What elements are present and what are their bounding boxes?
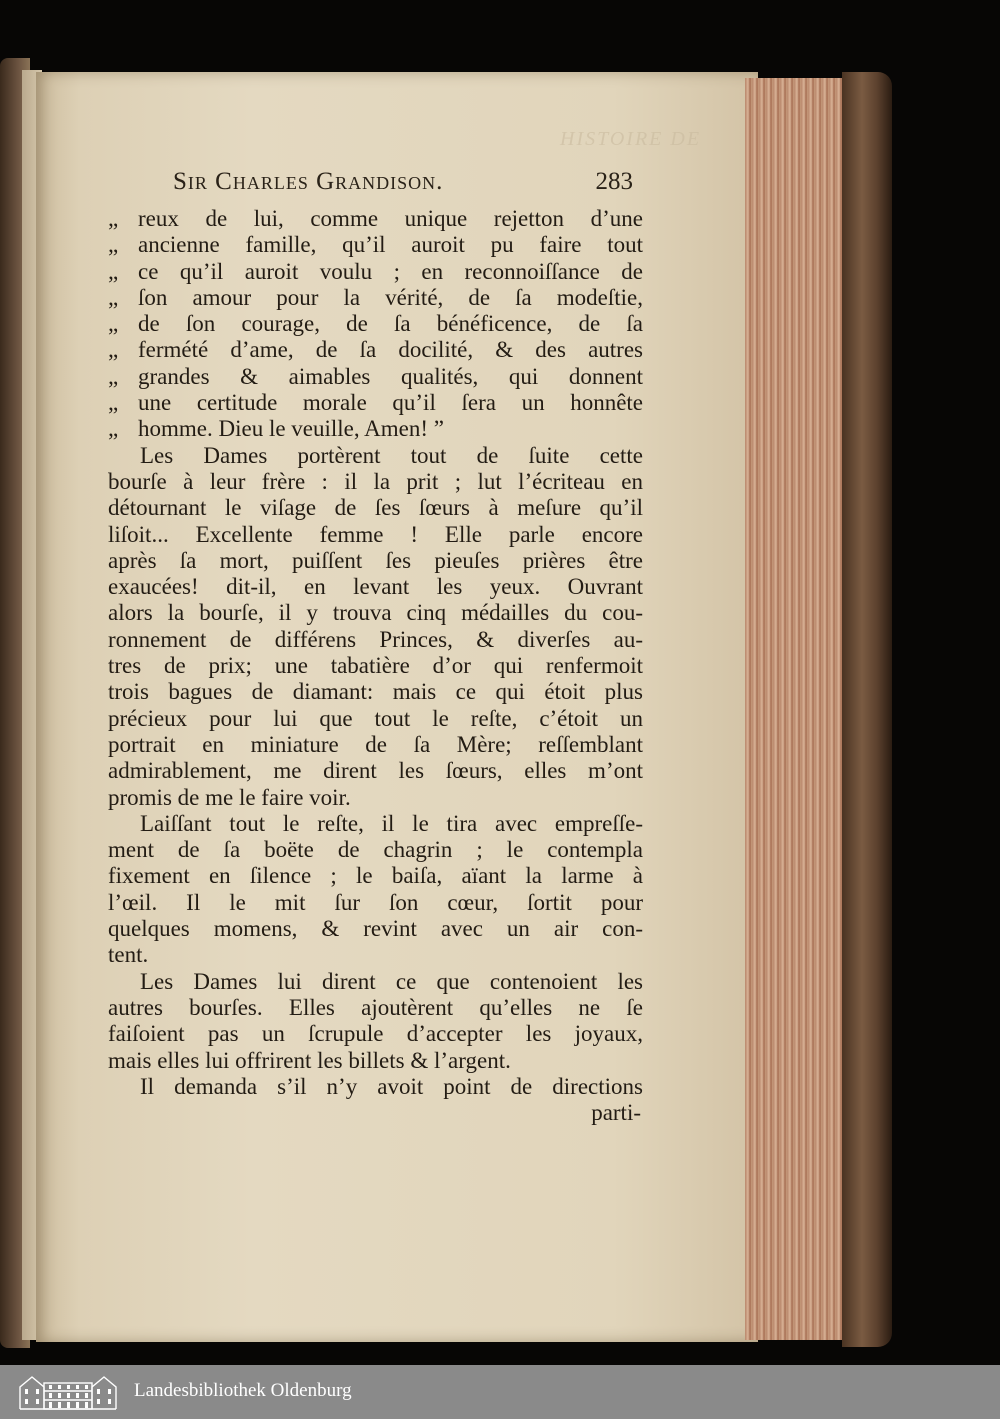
text-line	[108, 443, 643, 469]
text-line	[108, 1074, 643, 1100]
line-text: fixement en ſilence ; le baiſa, aïant la larme à	[108, 863, 643, 889]
text-line	[108, 679, 643, 705]
line-text: ce qu’il auroit voulu ; en reconnoiſſance de	[138, 258, 643, 284]
line-text: exaucées! dit-il, en levant les yeux. Ouvrant	[108, 574, 643, 600]
text-line	[108, 390, 643, 416]
running-head-title: Sir Charles Grandison.	[173, 168, 444, 195]
text-line	[108, 732, 643, 758]
bleed-through-text: HISTOIRE DE	[560, 128, 702, 150]
text-line	[108, 942, 643, 968]
line-text: l’œil. Il le mit ſur ſon cœur, ſortit pour	[108, 889, 643, 915]
line-text: tent.	[108, 942, 149, 968]
line-text: tres de prix; une tabatière d’or qui renfermoit	[108, 653, 643, 679]
line-text: reux de lui, comme unique rejetton d’une	[138, 206, 643, 231]
text-line	[108, 469, 643, 495]
line-text: ancienne famille, qu’il auroit pu faire tout	[138, 232, 643, 258]
line-text: trois bagues de diamant: mais ce qui étoit plus	[108, 679, 643, 705]
text-line	[108, 627, 643, 653]
text-line	[108, 285, 643, 311]
line-text: Il demanda s’il n’y avoit point de directions	[140, 1073, 643, 1099]
text-line	[108, 416, 643, 442]
running-header	[173, 168, 633, 202]
quote-mark: „	[108, 337, 119, 363]
footer-bar	[0, 1365, 1000, 1419]
page-number: 283	[595, 168, 633, 195]
text-line	[108, 364, 643, 390]
line-text: bourſe à leur frère : il la prit ; lut l’écriteau en	[108, 468, 643, 494]
text-line	[108, 574, 643, 600]
quote-mark: „	[108, 284, 119, 310]
line-text: alors la bourſe, il y trouva cinq médailles du cou-	[108, 600, 643, 626]
library-name: Landesbibliothek Oldenburg	[134, 1380, 352, 1401]
line-text: Laiſſant tout le reſte, il le tira avec empreſſe-	[140, 810, 643, 836]
text-line	[108, 337, 643, 363]
text-line	[108, 1048, 643, 1074]
body-text	[108, 206, 643, 1126]
line-text: une certitude morale qu’il ſera un honnête	[138, 390, 643, 416]
line-text: liſoit... Excellente femme ! Elle parle encore	[108, 521, 643, 547]
line-text: autres bourſes. Elles ajoutèrent qu’elles ne ſe	[108, 994, 643, 1020]
text-line	[108, 600, 643, 626]
text-line	[108, 811, 643, 837]
line-text: quelques momens, & revint avec un air con-	[108, 916, 643, 942]
text-line	[108, 837, 643, 863]
line-text: Les Dames lui dirent ce que contenoient les	[140, 968, 643, 994]
line-text: mais elles lui offrirent les billets & l’argent.	[108, 1047, 511, 1073]
line-text: précieux pour lui que tout le reſte, c’étoit un	[108, 705, 643, 731]
line-text: homme. Dieu le veuille, Amen! ”	[138, 416, 444, 442]
quote-mark: „	[108, 232, 119, 258]
line-text: grandes & aimables qualités, qui donnent	[138, 363, 643, 389]
text-line	[108, 232, 643, 258]
library-building-logo	[18, 1373, 118, 1411]
text-line	[108, 916, 643, 942]
line-text: faiſoient pas un ſcrupule d’accepter les joyaux,	[108, 1021, 643, 1047]
text-line	[108, 522, 643, 548]
line-text: fermété d’ame, de ſa docilité, & des autres	[138, 337, 643, 363]
line-text: promis de me le faire voir.	[108, 784, 351, 810]
text-line	[108, 259, 643, 285]
text-line	[108, 890, 643, 916]
line-text: Les Dames portèrent tout de ſuite cette	[140, 442, 643, 468]
catchword: parti-	[591, 1100, 641, 1126]
right-cover	[842, 72, 892, 1347]
text-line	[108, 969, 643, 995]
line-text: portrait en miniature de ſa Mère; reſſemblant	[108, 731, 643, 757]
text-line	[108, 206, 643, 232]
text-line	[108, 548, 643, 574]
line-text: après ſa mort, puiſſent ſes pieuſes prières être	[108, 547, 643, 573]
text-line	[108, 995, 643, 1021]
text-line	[108, 311, 643, 337]
text-line	[108, 863, 643, 889]
quote-mark: „	[108, 206, 119, 231]
line-text: ſon amour pour la vérité, de ſa modeſtie,	[138, 284, 643, 310]
line-text: de ſon courage, de ſa bénéficence, de ſa	[138, 311, 643, 337]
quote-mark: „	[108, 390, 119, 416]
line-text: détournant le viſage de ſes ſœurs à meſure qu’il	[108, 495, 643, 521]
line-text: ment de ſa boëte de chagrin ; le contempla	[108, 837, 643, 863]
text-line	[108, 653, 643, 679]
line-text: admirablement, me dirent les ſœurs, elles m’ont	[108, 758, 643, 784]
quote-mark: „	[108, 416, 119, 442]
text-line	[108, 1021, 643, 1047]
quote-mark: „	[108, 311, 119, 337]
line-text: ronnement de différens Princes, & diverſes au-	[108, 626, 643, 652]
text-line	[108, 785, 643, 811]
quote-mark: „	[108, 258, 119, 284]
page-edges	[745, 78, 848, 1340]
quote-mark: „	[108, 363, 119, 389]
text-line	[108, 758, 643, 784]
text-line	[108, 495, 643, 521]
text-line	[108, 706, 643, 732]
